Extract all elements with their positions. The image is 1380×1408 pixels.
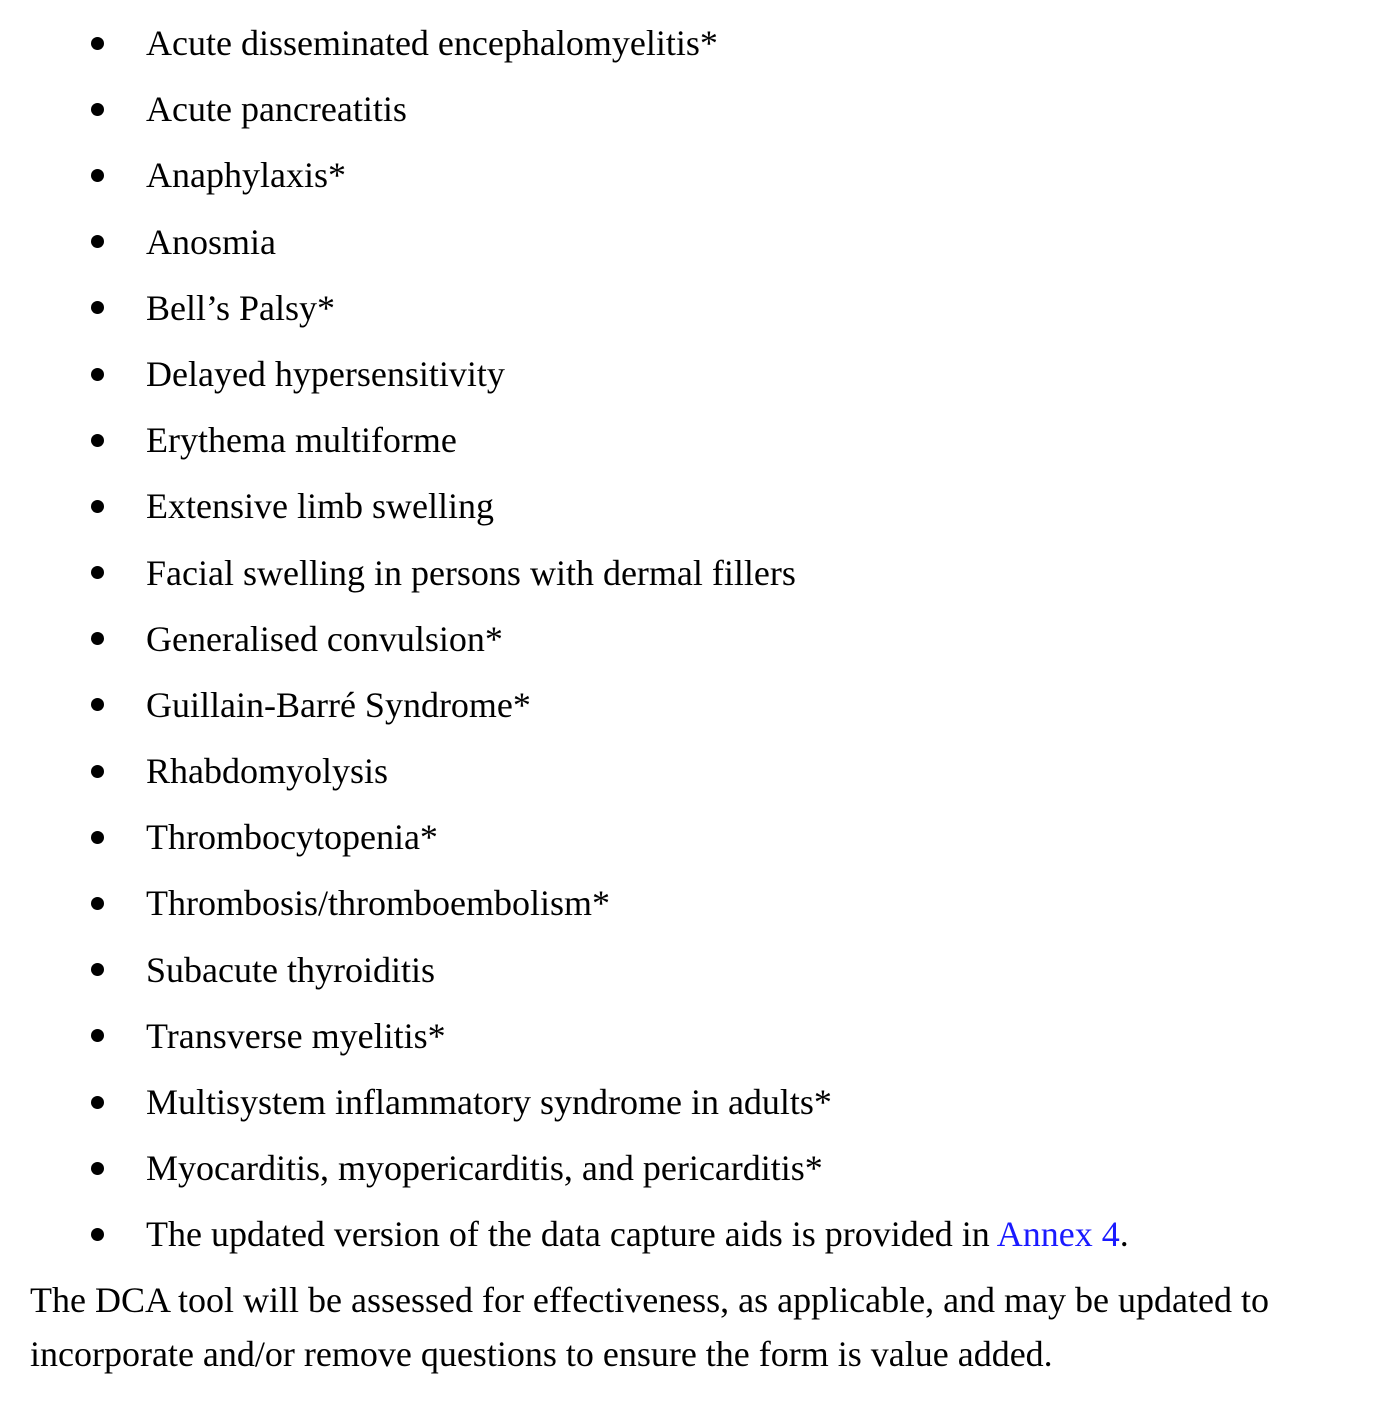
list-item-text: Delayed hypersensitivity [146, 353, 505, 394]
list-item-text: Generalised convulsion* [146, 618, 503, 659]
bullet-icon [88, 1201, 106, 1267]
list-item [0, 76, 1380, 142]
list-item [0, 804, 1380, 870]
list-item [0, 341, 1380, 407]
list-item-text: Subacute thyroiditis [146, 949, 435, 990]
list-item [0, 1003, 1380, 1069]
bullet-icon [88, 738, 106, 804]
list-item [0, 275, 1380, 341]
list-item-text: Transverse myelitis* [146, 1015, 446, 1056]
bullet-icon [88, 10, 106, 76]
annex-note-text [146, 1201, 1129, 1267]
list-item [0, 672, 1380, 738]
bullet-icon [88, 142, 106, 208]
list-item [0, 1135, 1380, 1201]
bullet-icon [88, 1003, 106, 1069]
list-item [0, 10, 1380, 76]
list-item [0, 937, 1380, 1003]
list-item-text: Anosmia [146, 221, 276, 262]
bullet-icon [88, 76, 106, 142]
list-item-text: Acute disseminated encephalomyelitis* [146, 23, 718, 63]
bullet-icon [88, 937, 106, 1003]
list-item-text: Erythema multiforme [146, 420, 457, 461]
bullet-icon [88, 1135, 106, 1201]
bullet-icon [88, 870, 106, 936]
bullet-icon [88, 341, 106, 407]
list-item-text: Thrombosis/thromboembolism* [146, 883, 610, 924]
list-item [0, 1069, 1380, 1135]
list-item [0, 142, 1380, 208]
list-item-text: Facial swelling in persons with dermal fillers [146, 552, 796, 593]
bullet-icon [88, 473, 106, 539]
list-item-text: Acute pancreatitis [146, 89, 407, 130]
list-item-text: Myocarditis, myopericarditis, and pericarditis* [146, 1148, 823, 1189]
annex-4-link[interactable]: Annex 4 [996, 1214, 1120, 1255]
bullet-icon [88, 540, 106, 606]
list-item [0, 606, 1380, 672]
list-item [0, 870, 1380, 936]
adverse-events-list [0, 10, 1380, 1268]
list-item [0, 473, 1380, 539]
list-item [0, 209, 1380, 275]
list-item-text: Multisystem inflammatory syndrome in adults* [146, 1082, 832, 1122]
list-item-text: Guillain-Barré Syndrome* [146, 684, 531, 725]
bullet-icon [88, 407, 106, 473]
list-item-text: Rhabdomyolysis [146, 751, 389, 792]
list-item [0, 407, 1380, 473]
bullet-icon [88, 275, 106, 341]
closing-line-1: The DCA tool will be assessed for effectiveness, as applicable, and may be updated to [30, 1280, 1269, 1320]
list-item [0, 738, 1380, 804]
bullet-icon [88, 606, 106, 672]
list-item [0, 540, 1380, 606]
bullet-icon [88, 1069, 106, 1135]
bullet-icon [88, 672, 106, 738]
list-item-text: Anaphylaxis* [146, 155, 346, 196]
annex-note-tail: . [1119, 1214, 1129, 1255]
list-item-annex-note [0, 1201, 1380, 1267]
list-item-text: Thrombocytopenia* [146, 817, 438, 858]
bullet-icon [88, 209, 106, 275]
closing-line-2: incorporate and/or remove questions to ensure the form is value added. [30, 1334, 1053, 1374]
closing-paragraph [30, 1273, 1365, 1381]
list-item-text: Bell’s Palsy* [146, 287, 336, 328]
annex-note-lead: The updated version of the data capture aids is provided in [146, 1214, 997, 1255]
bullet-icon [88, 804, 106, 870]
list-item-text: Extensive limb swelling [146, 486, 494, 527]
